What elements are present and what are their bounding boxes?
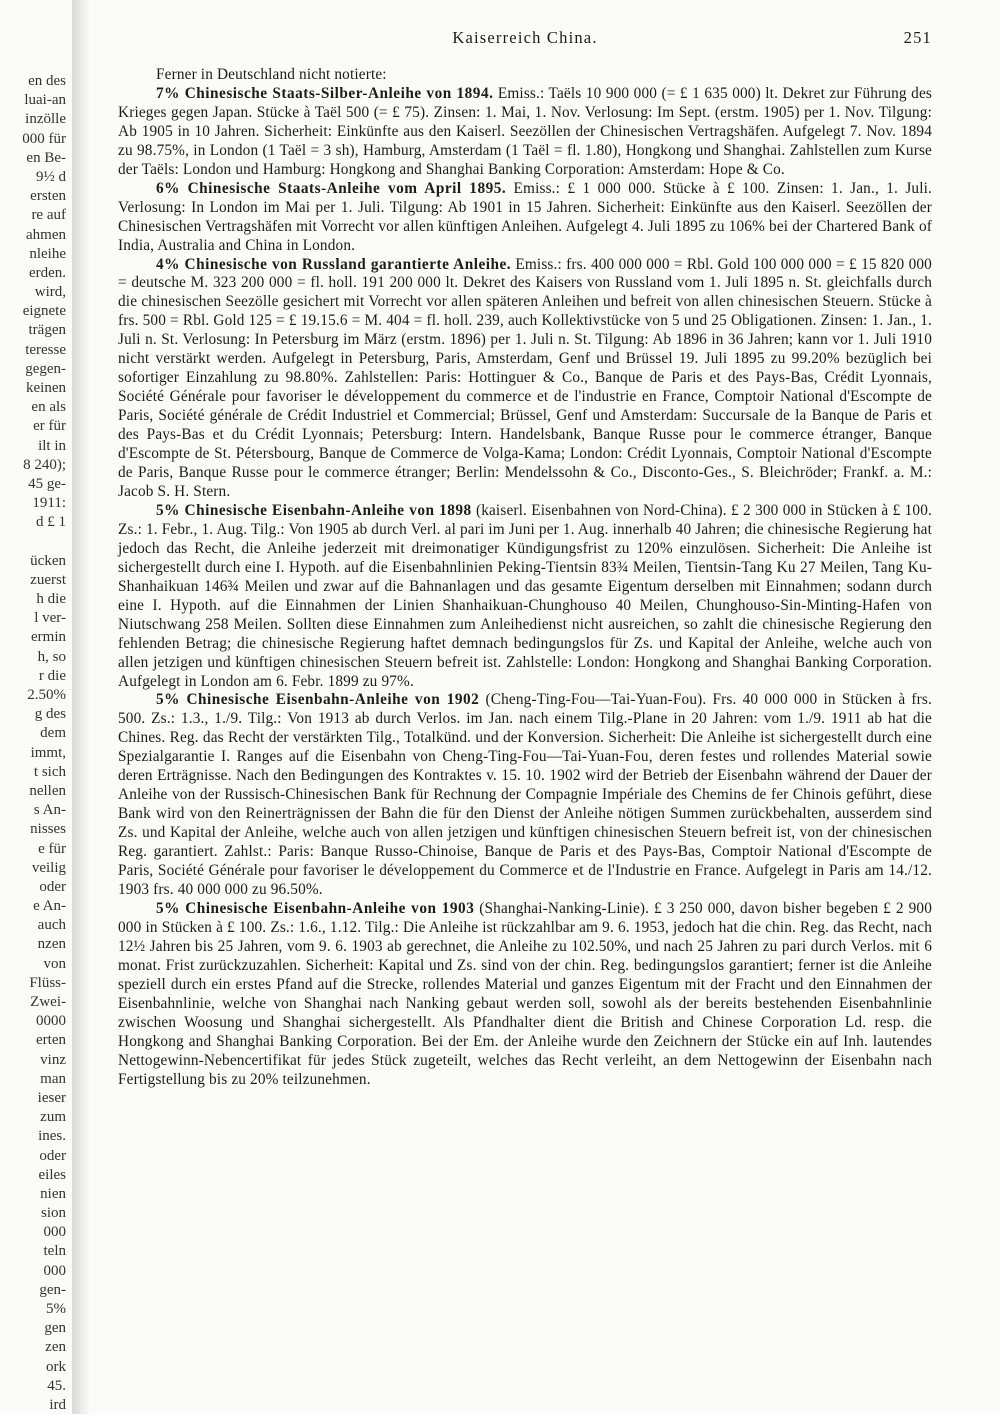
margin-line: eiles	[38, 1166, 66, 1183]
page-number: 251	[903, 28, 932, 47]
margin-line: l ver-	[34, 610, 66, 627]
margin-line: d £ 1	[36, 514, 66, 531]
loan-body: Emiss.: frs. 400 000 000 = Rbl. Gold 100 000 000 = £ 15 820 000 = deutsche M. 323 200 000 = fl. holl. 191 200 000 lt. Dekret des Kaisers von Russland vom 1. Juli 1895 n. St. gleichfalls durch die chinesischen Seezölle gesichert mit Vorrecht vor allen späteren Anleihen und befreit von allen chinesischen Steuern. Stücke à frs. 500 = Rbl. Gold 125 = £ 19.15.6 = M. 404 = fl. holl. 239, auch Kollektivstücke von 5 und 25 Obligationen. Zinsen: 1. Jan., 1. Juli n. St. Verlosung: In Petersburg im März (erstm. 1896) per 1. Juli n. St. Tilgung: Ab 1896 in 36 Jahren; kann vor 1. Juli 1910 nicht verstärkt werden. Aufgelegt in Petersburg, Paris, Amsterdam, Genf und Brüssel 19. Juli 1895 zu 99.20% bezüglich bei sofortiger Einzahlung zu 98.80%. Zahlstellen: Paris: Hottinguer & Co., Banque de Paris et des Pays-Bas, Crédit Lyonnais, Société Générale pour favoriser le développement du commerce et de l'industrie en France, Comptoir National d'Escompte de Paris, Société générale de Crédit Industriel et Commercial; Brüssel, Genf und Amsterdam: Succursale de la Banque de Paris et des Pays-Bas et du Crédit Lyonnais; Petersburg: Intern. Handelsbank, Banque Russe pour le commerce étranger, Banque d'Escompte de St. Pétersbourg, Banque de Commerce de Volga-Kama; London: Crédit Lyonnais, Comptoir National d'Escompte de Paris, Banque Russe pour le commerce étranger; Berlin: Mendelssohn & Co., Disconto-Ges., S. Bleichröder; Frankf. a. M.: Jacob S. H. Stern.	[118, 255, 932, 500]
loan-entry	[118, 180, 932, 256]
margin-line: 0000	[36, 1013, 66, 1030]
margin-line: luai-an	[24, 92, 66, 109]
margin-line: e für	[38, 840, 66, 857]
margin-line: ilt in	[38, 437, 66, 454]
margin-line: zuerst	[30, 571, 66, 588]
binding-shadow	[72, 0, 90, 1414]
margin-line: eignete	[22, 303, 66, 320]
margin-line: inzölle	[25, 111, 66, 128]
margin-line: wird,	[34, 284, 66, 301]
margin-line: t sich	[33, 763, 66, 780]
margin-line: en als	[31, 399, 66, 416]
margin-line: 45.	[47, 1377, 66, 1394]
margin-line: er für	[33, 418, 66, 435]
margin-line: auch	[37, 917, 66, 934]
loan-title: 7% Chinesische Staats-Silber-Anleihe von 1894.	[156, 84, 494, 102]
loan-entry	[118, 256, 932, 502]
margin-line: ersten	[30, 188, 66, 205]
margin-line: trägen	[28, 322, 66, 339]
margin-line: erten	[36, 1032, 66, 1049]
loan-body: (Cheng-Ting-Fou—Tai-Yuan-Fou). Frs. 40 000 000 in Stücken à frs. 500. Zs.: 1.3., 1./9. Tilg.: Von 1913 ab durch Verlos. im Jan. nach einem Tilg.-Plane in 20 Jahren: vom 1./9. 1911 ab hat die Chines. Reg. das Recht der verstärkten Tilg., Totalkünd. und der Konversion. Sicherheit: Die Anleihe ist sichergestellt durch eine Spezialgarantie I. Ranges auf die Eisenbahn von Cheng-Ting-Fou—Tai-Yuan-Fou, deren festes und rollendes Material sowie deren Erträgnisse. Nach den Bedingungen des Kontraktes v. 15. 10. 1902 wird der Betrieb der Eisenbahn während der Dauer der Anleihe von der Russisch-Chinesischen Bank für Rechnung der Compagnie Impériale des Chemins de fer Chinois geführt, diese Bank wird von den Reinerträgnissen der Bahn die für den Dienst der Anleihe nötigen Summen zurückbehalten, ausserdem sind Zs. und Kapital der Anleihe, welche auch von allen jetzigen und künftigen chinesischen Steuern befreit ist, von der chinesischen Reg. garantiert. Zahlst.: Paris: Banque Russo-Chinoise, Banque de Paris et des Pays-Bas, Comptoir National d'Escompte de Paris, Société Générale pour favoriser le développement du Commerce et de l'Industrie en France. Aufgelegt in Paris am 14./12. 1903 frs. 40 000 000 zu 96.50%.	[118, 691, 933, 898]
margin-line: gen-	[39, 1281, 66, 1298]
margin-line: nellen	[29, 782, 66, 799]
loan-entry	[118, 691, 932, 899]
loan-entry	[118, 85, 932, 180]
margin-line: ahmen	[26, 226, 66, 243]
margin-line: gegen-	[25, 360, 66, 377]
margin-line: sion	[40, 1205, 66, 1222]
loan-entry	[118, 502, 932, 692]
loan-body: (kaiserl. Eisenbahnen von Nord-China). £ 2 300 000 in Stücken à £ 100. Zs.: 1. Febr., 1. Aug. Tilg.: Von 1905 ab durch Verl. al pari im Juni per 1. Aug. innerhalb 40 Jahren; die chinesische Regierung hat jedoch das Recht, die Anleihe jederzeit mit dreimonatiger Kündigungsfrist zu 120% einzulösen. Sicherheit: Die Anleihe ist sichergestellt durch eine I. Hypoth. auf die Eisenbahnlinien Peking-Tientsin 83¾ Meilen, Tientsin-Tang Ku 27 Meilen, Tang Ku-Shanhaikuan 146¾ Meilen und zwar auf die Bahnanlagen und das gesamte Eigentum derselben mit Einnahmen; sodann durch eine I. Hypoth. auf die Einnahmen der Linien Shanhaikuan-Chunghouso 40 Meilen, Chunghouso-Sin-Minting-Hafen von Niutschwang 258 Meilen. Sollten diese Einnahmen zum Anleihedienst nicht ausreichen, so zahlt die chinesische Regierung den fehlenden Betrag; die chinesische Regierung haftet demnach bedingungslos für Zs. und Kapital der Anleihe, welche auch von allen jetzigen und künftigen chinesischen Steuern befreit ist. Zahlstelle: London: Hongkong and Shanghai Banking Corporation. Aufgelegt in London am 6. Febr. 1899 zu 97%.	[118, 501, 933, 690]
margin-line: von	[43, 955, 66, 972]
margin-line: immt,	[30, 744, 66, 761]
margin-line: ermin	[31, 629, 66, 646]
loan-title: 4% Chinesische von Russland garantierte Anleihe.	[156, 255, 512, 273]
margin-line: 000	[43, 1262, 66, 1279]
running-title: Kaiserreich China.	[452, 28, 598, 47]
margin-line: nleihe	[29, 245, 66, 262]
margin-line: ines.	[38, 1128, 66, 1145]
margin-line: 1911:	[32, 495, 66, 512]
margin-line	[0, 533, 66, 552]
margin-line: ird	[49, 1396, 66, 1413]
margin-line: 000 für	[22, 130, 66, 147]
margin-line: vinz	[40, 1051, 66, 1068]
margin-line: teresse	[25, 341, 66, 358]
page-header	[118, 28, 932, 56]
margin-line: oder	[39, 1147, 66, 1164]
loan-title: 6% Chinesische Staats-Anleihe vom April 1895.	[156, 179, 507, 197]
margin-line: veilig	[31, 859, 66, 876]
margin-line: Zwei-	[30, 994, 66, 1010]
margin-line: ieser	[37, 1089, 66, 1106]
loan-entry	[118, 900, 932, 1090]
margin-line: nisses	[30, 821, 66, 838]
margin-line: en des	[28, 73, 66, 89]
margin-line: Flüss-	[29, 974, 66, 991]
margin-line: g des	[34, 706, 66, 723]
margin-line: e An-	[33, 898, 66, 915]
margin-line: 45 ge-	[28, 475, 66, 492]
margin-line: ork	[46, 1358, 66, 1375]
margin-line: ücken	[30, 552, 66, 569]
page-body	[118, 66, 932, 1396]
margin-line: man	[40, 1070, 66, 1087]
loan-title: 5% Chinesische Eisenbahn-Anleihe von 1902	[156, 691, 480, 709]
margin-line: 8 240);	[23, 456, 66, 473]
margin-line: zen	[45, 1339, 66, 1356]
loan-title: 5% Chinesische Eisenbahn-Anleihe von 1898	[156, 501, 472, 519]
margin-line: dem	[40, 725, 66, 742]
margin-line: re auf	[31, 207, 66, 224]
left-margin-fragments	[0, 72, 66, 1413]
loan-body: Emiss.: Taëls 10 900 000 (= £ 1 635 000) lt. Dekret zur Führung des Krieges gegen Japan. Stücke à Taël 500 (= £ 75). Zinsen: 1. Mai, 1. Nov. Verlosung: Im Sept. (erstm. 1905) per 1. Nov. Tilgung: Ab 1905 in 10 Jahren. Sicherheit: Einkünfte aus den Kaiserl. Seezöllen der Chinesischen Vertragshäfen. Aufgelegt 7. Nov. 1894 zu 98.75%, in London (1 Taël = 3 sh), Hamburg, Amsterdam (1 Taël = fl. 1.80), Hongkong und Shanghai. Zahlstellen zum Kurse der Taëls: London und Hamburg: Hongkong and Shanghai Banking Corporation: Amsterdam: Hope & Co.	[118, 84, 932, 178]
margin-line: oder	[39, 878, 66, 895]
margin-line: keinen	[26, 380, 66, 396]
margin-line: h die	[36, 591, 66, 608]
margin-line: gen	[44, 1320, 66, 1337]
loan-title: 5% Chinesische Eisenbahn-Anleihe von 1903	[156, 899, 475, 917]
margin-line: r die	[38, 667, 66, 684]
margin-line: zum	[40, 1109, 66, 1126]
margin-line: en Be-	[26, 149, 66, 166]
margin-line: nien	[40, 1185, 66, 1202]
margin-line: 9½ d	[36, 168, 66, 185]
margin-line: 2.50%	[27, 687, 66, 703]
margin-line: s An-	[33, 802, 66, 819]
margin-line: teln	[43, 1243, 66, 1260]
margin-line: 000	[43, 1224, 66, 1241]
loan-body: (Shanghai-Nanking-Linie). £ 3 250 000, davon bisher begeben £ 2 900 000 in Stücken à £ 100. Zs.: 1.6., 1.12. Tilg.: Die Anleihe ist rückzahlbar am 9. 6. 1953, jedoch hat die chin. Reg. das Recht, nach 12½ Jahren bis 25 Jahren, vom 9. 6. 1903 ab gerechnet, die Anleihe zu 102.50%, und nach 25 Jahren zu pari durch Verlos. mit 6 monat. Frist zurückzuzahlen. Sicherheit: Kapital und Zs. sind von der chin. Reg. bedingungslos garantiert; ferner ist die Anleihe speziell durch ein erstes Pfand auf die Strecke, rollendes Material und ganzes Eigentum mit der Fracht und den Einnahmen der Eisenbahnlinie, welche von Shanghai nach Nanking gebaut werden soll, sowohl als der bereits bestehenden Eisenbahnlinie zwischen Woosung und Shanghai sichergestellt. Als Pfandhalter dient die British and Chinese Corporation Ld. resp. die Hongkong and Shanghai Banking Corporation. Bei der Em. der Anleihe wurde den Zeichnern der Stücke ein auf Inh. lautendes Nettogewinn-Nebencertifikat für jedes Stück zugeteilt, welches das Recht verleiht, an dem Nettogewinn der Eisenbahn nach Fertigstellung bis zu 20% teilzunehmen.	[118, 899, 932, 1088]
margin-line: erden.	[28, 264, 66, 281]
loan-body: Emiss.: £ 1 000 000. Stücke à £ 100. Zinsen: 1. Jan., 1. Juli. Verlosung: In London im Mai per 1. Juli. Tilgung: Ab 1901 in 15 Jahren. Sicherheit: Einkünfte aus den Kaiserl. Seezöllen der Chinesischen Vertragshäfen mit Vorrecht vor allen künftigen Anleihen. Aufgelegt 4. Juli 1895 zu 106% bei der Chartered Bank of India, Australia and China in London.	[118, 179, 932, 254]
margin-line: nzen	[37, 936, 66, 953]
margin-line: h, so	[37, 648, 66, 665]
intro-line: Ferner in Deutschland nicht notierte:	[156, 66, 387, 83]
margin-line: 5%	[46, 1301, 66, 1317]
